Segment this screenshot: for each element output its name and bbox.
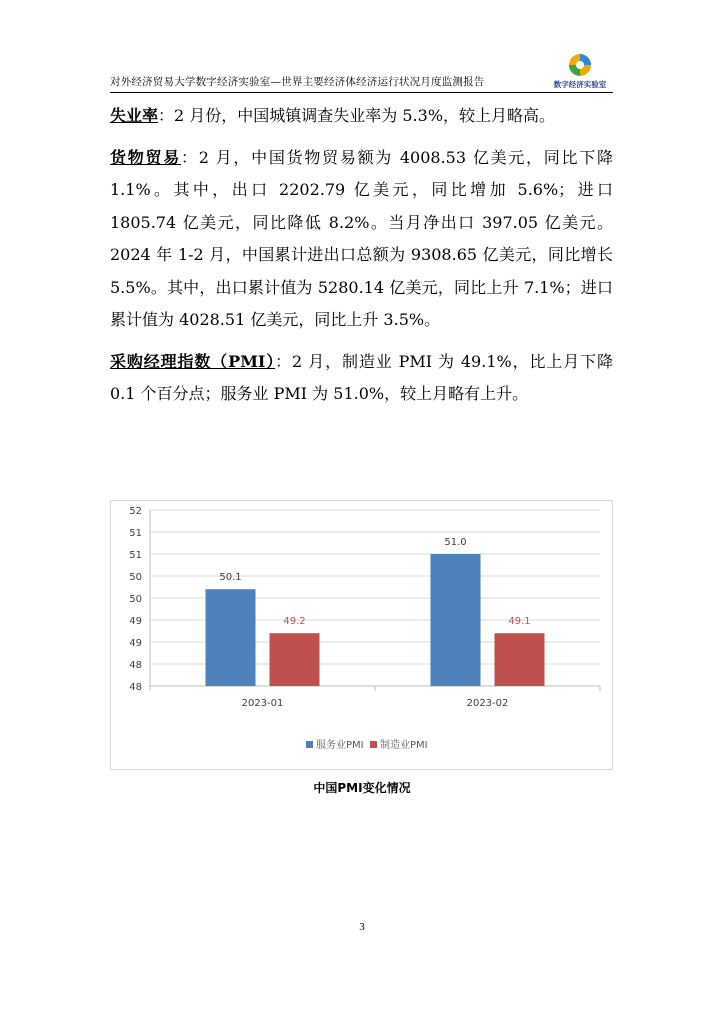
legend-swatch: [306, 741, 313, 748]
logo-emblem-icon: [563, 52, 597, 78]
term-goods-trade: 货物贸易: [110, 147, 181, 167]
page-header: [110, 52, 613, 93]
report-body: [110, 100, 613, 420]
x-tick-label: 2023-01: [241, 698, 284, 709]
bar-manufacturing: [270, 633, 320, 686]
page-number: 3: [359, 921, 365, 933]
bar-manufacturing: [495, 633, 545, 686]
y-tick-label: 48: [129, 660, 142, 671]
y-tick-label: 48: [129, 682, 142, 693]
bar-services: [431, 554, 481, 686]
y-tick-label: 50: [129, 594, 142, 605]
term-pmi: 采购经理指数（PMI）: [110, 351, 276, 371]
paragraph-goods-trade: [110, 142, 613, 337]
logo-caption: 数字经济实验室: [553, 80, 607, 89]
paragraph-text: ：2 月份，中国城镇调查失业率为 5.3%，较上月略高。: [158, 106, 556, 125]
paragraph-pmi: [110, 346, 613, 411]
y-tick-label: 50: [129, 572, 142, 583]
data-label: 50.1: [219, 572, 242, 584]
x-tick-label: 2023-02: [466, 698, 509, 709]
y-tick-label: 51: [129, 550, 142, 561]
paragraph-unemployment: [110, 100, 613, 133]
data-label: 49.1: [508, 616, 531, 628]
paragraph-text: ：2 月，中国货物贸易额为 4008.53 亿美元，同比下降 1.1%。其中，出口 2202.79 亿美元，同比增加 5.6%；进口 1805.74 亿美元，同比降低 8.2%。当月净出口 397.05 亿美元。2024 年 1-2 月，中国累计进出口总额为 9308.65 亿美元，同比增长 5.5%。其中，出口累计值为 5280.14 亿美元，同比上升 7.1%；进口累计值为 4028.51 亿美元，同比上升 3.5%。: [110, 147, 613, 329]
term-unemployment: 失业率: [110, 106, 159, 125]
pmi-bar-chart: [110, 500, 613, 770]
pmi-chart: [110, 500, 613, 770]
legend-label: 制造业PMI: [380, 740, 428, 751]
y-tick-label: 49: [129, 616, 142, 627]
data-label: 49.2: [283, 616, 306, 628]
legend-swatch: [370, 741, 377, 748]
y-tick-label: 52: [129, 506, 142, 517]
legend-label: 服务业PMI: [316, 740, 364, 751]
bar-services: [206, 589, 256, 686]
paragraph-text: ：2 月，制造业 PMI 为 49.1%，比上月下降 0.1 个百分点；服务业 PMI 为 51.0%，较上月略有上升。: [110, 351, 613, 403]
lab-logo: [551, 52, 609, 90]
data-label: 51.0: [444, 537, 467, 548]
y-tick-label: 51: [129, 528, 142, 539]
chart-caption: 中国PMI变化情况: [313, 781, 411, 795]
y-tick-label: 49: [129, 638, 142, 649]
header-title: 对外经济贸易大学数字经济实验室—世界主要经济体经济运行状况月度监测报告: [110, 76, 485, 88]
